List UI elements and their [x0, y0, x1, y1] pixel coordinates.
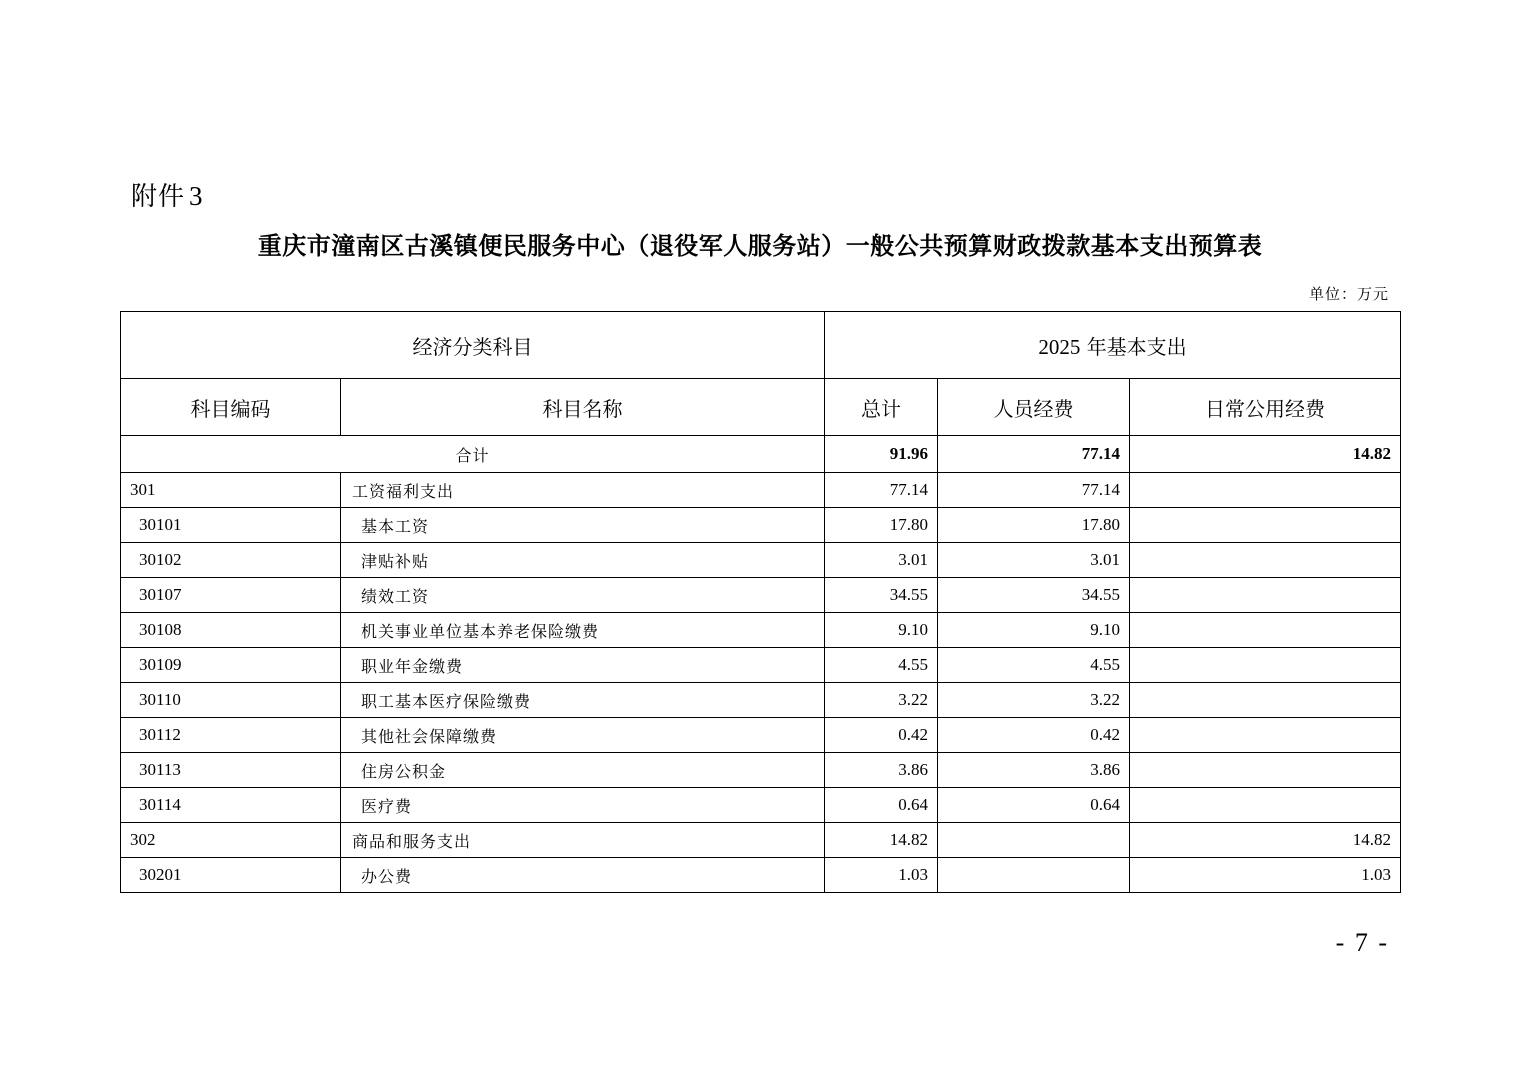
row-total: 34.55	[825, 578, 938, 613]
row-public	[1130, 543, 1401, 578]
row-public: 1.03	[1130, 858, 1401, 893]
row-public: 14.82	[1130, 823, 1401, 858]
table-row	[121, 613, 1401, 648]
row-total: 4.55	[825, 648, 938, 683]
row-code: 30113	[121, 753, 341, 788]
table-row	[121, 753, 1401, 788]
row-total: 0.64	[825, 788, 938, 823]
row-total: 14.82	[825, 823, 938, 858]
header-total: 总计	[825, 379, 938, 436]
total-personnel: 77.14	[938, 436, 1130, 473]
attachment-number: 3	[189, 181, 204, 211]
row-personnel: 34.55	[938, 578, 1130, 613]
row-code: 302	[121, 823, 341, 858]
attachment-label	[131, 176, 213, 213]
row-code: 30101	[121, 508, 341, 543]
row-name: 办公费	[341, 858, 825, 893]
row-public	[1130, 648, 1401, 683]
total-sum: 91.96	[825, 436, 938, 473]
row-total: 3.86	[825, 753, 938, 788]
row-name: 绩效工资	[341, 578, 825, 613]
row-code: 30110	[121, 683, 341, 718]
row-personnel: 0.42	[938, 718, 1130, 753]
table-header-group-row	[121, 312, 1401, 379]
row-public	[1130, 473, 1401, 508]
row-code: 30114	[121, 788, 341, 823]
row-public	[1130, 508, 1401, 543]
row-personnel: 3.86	[938, 753, 1130, 788]
row-public	[1130, 613, 1401, 648]
header-basic-expenditure	[825, 312, 1401, 379]
row-personnel: 9.10	[938, 613, 1130, 648]
row-total: 3.22	[825, 683, 938, 718]
row-name: 其他社会保障缴费	[341, 718, 825, 753]
row-personnel: 17.80	[938, 508, 1130, 543]
row-public	[1130, 788, 1401, 823]
row-name: 基本工资	[341, 508, 825, 543]
row-total: 1.03	[825, 858, 938, 893]
page-number: - 7 -	[1335, 928, 1389, 957]
row-total: 0.42	[825, 718, 938, 753]
row-code: 30102	[121, 543, 341, 578]
row-personnel: 3.22	[938, 683, 1130, 718]
row-code: 30108	[121, 613, 341, 648]
row-code: 30109	[121, 648, 341, 683]
header-basic-expenditure-text: 年基本支出	[1086, 334, 1187, 359]
row-name: 职业年金缴费	[341, 648, 825, 683]
row-total: 3.01	[825, 543, 938, 578]
row-name: 商品和服务支出	[341, 823, 825, 858]
row-name: 津贴补贴	[341, 543, 825, 578]
row-personnel: 3.01	[938, 543, 1130, 578]
row-code: 30112	[121, 718, 341, 753]
table-row	[121, 543, 1401, 578]
page-title: 重庆市潼南区古溪镇便民服务中心（退役军人服务站）一般公共预算财政拨款基本支出预算表	[257, 231, 1263, 260]
header-year: 2025	[1038, 334, 1081, 359]
row-name: 机关事业单位基本养老保险缴费	[341, 613, 825, 648]
row-name: 住房公积金	[341, 753, 825, 788]
table-row	[121, 683, 1401, 718]
table-header-row	[121, 379, 1401, 436]
row-total: 17.80	[825, 508, 938, 543]
row-total: 77.14	[825, 473, 938, 508]
row-public	[1130, 753, 1401, 788]
row-code: 30201	[121, 858, 341, 893]
budget-table	[120, 311, 1401, 893]
table-row	[121, 858, 1401, 893]
header-public: 日常公用经费	[1130, 379, 1401, 436]
table-row	[121, 578, 1401, 613]
row-name: 医疗费	[341, 788, 825, 823]
row-code: 301	[121, 473, 341, 508]
table-row	[121, 788, 1401, 823]
table-row	[121, 508, 1401, 543]
row-public	[1130, 718, 1401, 753]
row-code: 30107	[121, 578, 341, 613]
row-name: 工资福利支出	[341, 473, 825, 508]
table-row	[121, 648, 1401, 683]
total-public: 14.82	[1130, 436, 1401, 473]
row-personnel: 4.55	[938, 648, 1130, 683]
unit-label: 单位：万元	[1308, 285, 1389, 303]
row-public	[1130, 578, 1401, 613]
header-personnel: 人员经费	[938, 379, 1130, 436]
row-total: 9.10	[825, 613, 938, 648]
header-name: 科目名称	[341, 379, 825, 436]
row-name: 职工基本医疗保险缴费	[341, 683, 825, 718]
row-personnel: 77.14	[938, 473, 1130, 508]
row-public	[1130, 683, 1401, 718]
row-personnel	[938, 823, 1130, 858]
header-code: 科目编码	[121, 379, 341, 436]
total-row	[121, 436, 1401, 473]
attachment-text: 附件	[131, 182, 186, 212]
header-economic-category: 经济分类科目	[121, 312, 825, 379]
row-personnel: 0.64	[938, 788, 1130, 823]
table-row	[121, 823, 1401, 858]
table-row	[121, 718, 1401, 753]
table-row	[121, 473, 1401, 508]
total-label: 合计	[121, 436, 825, 473]
row-personnel	[938, 858, 1130, 893]
